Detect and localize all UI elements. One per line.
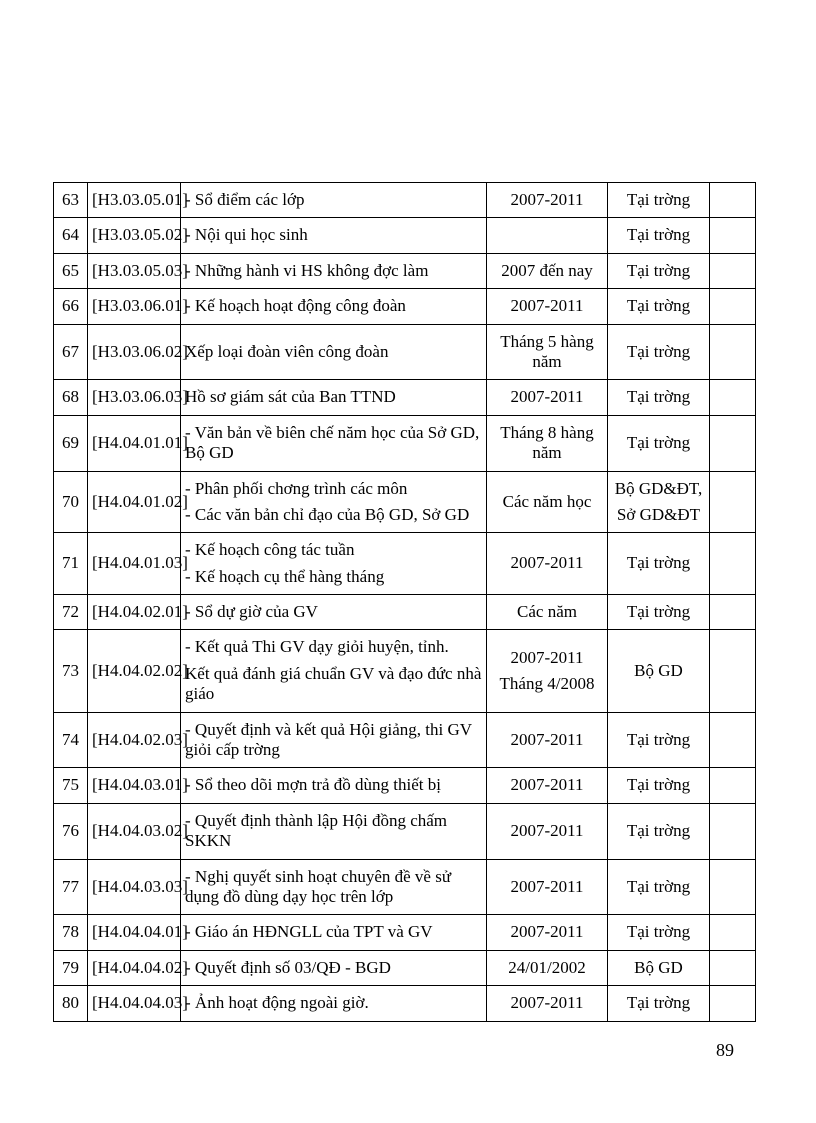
evidence-code: [H3.03.05.01] — [88, 183, 181, 218]
evidence-description-line: - Sổ điểm các lớp — [185, 190, 305, 209]
row-number: 77 — [54, 859, 88, 915]
row-number: 63 — [54, 183, 88, 218]
row-number: 68 — [54, 380, 88, 415]
row-number: 80 — [54, 986, 88, 1021]
evidence-location — [608, 768, 710, 803]
evidence-description — [181, 218, 487, 253]
evidence-description-line: - Văn bản về biên chế năm học của Sở GD, Bộ GD — [185, 422, 480, 463]
evidence-location — [608, 950, 710, 985]
evidence-time — [487, 533, 608, 595]
table-row — [54, 915, 756, 950]
evidence-time — [487, 950, 608, 985]
evidence-time — [487, 630, 608, 712]
evidence-code: [H3.03.06.01] — [88, 289, 181, 324]
evidence-location-line: Tại trờng — [626, 260, 691, 280]
row-number: 70 — [54, 471, 88, 533]
row-number: 64 — [54, 218, 88, 253]
evidence-code: [H4.04.04.01] — [88, 915, 181, 950]
evidence-location — [608, 915, 710, 950]
evidence-note — [710, 183, 756, 218]
table-row — [54, 712, 756, 768]
evidence-note — [710, 630, 756, 712]
evidence-time — [487, 768, 608, 803]
evidence-description-line: Xếp loại đoàn viên công đoàn — [185, 341, 389, 361]
evidence-description-line: - Các văn bản chỉ đạo của Bộ GD, Sở GD — [185, 504, 470, 524]
evidence-code: [H3.03.05.03] — [88, 253, 181, 288]
evidence-note — [710, 415, 756, 471]
page-number: 89 — [716, 1040, 734, 1060]
evidence-time-line: Các năm — [517, 602, 577, 622]
evidence-description-line: - Quyết định thành lập Hội đồng chấm SKKN — [185, 810, 448, 851]
evidence-time — [487, 803, 608, 859]
evidence-note — [710, 380, 756, 415]
evidence-note — [710, 533, 756, 595]
evidence-location-line: Tại trờng — [626, 387, 691, 407]
evidence-code: [H4.04.03.02] — [88, 803, 181, 859]
evidence-location — [608, 859, 710, 915]
evidence-note — [710, 218, 756, 253]
evidence-description — [181, 768, 487, 803]
evidence-time-line: Tháng 5 hàng năm — [500, 331, 594, 371]
table-row — [54, 950, 756, 985]
table-row — [54, 415, 756, 471]
evidence-note — [710, 768, 756, 803]
evidence-location-line: Bộ GD — [634, 660, 683, 680]
table-body — [54, 183, 756, 1022]
evidence-time — [487, 253, 608, 288]
evidence-description-line: - Sổ theo dõi mợn trả đồ dùng thiết bị — [185, 775, 441, 795]
evidence-time-line: 2007-2011 — [510, 647, 584, 667]
evidence-time-line: Các năm học — [502, 491, 592, 511]
evidence-time-line: 2007-2011 — [510, 553, 584, 573]
evidence-description — [181, 533, 487, 595]
table-row — [54, 183, 756, 218]
row-number: 66 — [54, 289, 88, 324]
evidence-time-line: 2007-2011 — [510, 993, 584, 1013]
evidence-code: [H4.04.01.01] — [88, 415, 181, 471]
evidence-time-line: Tháng 8 hàng năm — [500, 422, 594, 463]
evidence-description — [181, 471, 487, 533]
evidence-location — [608, 712, 710, 768]
evidence-description — [181, 986, 487, 1021]
evidence-code: [H4.04.04.02] — [88, 950, 181, 985]
table-row — [54, 324, 756, 380]
evidence-description-line: Hồ sơ giám sát của Ban TTND — [185, 387, 396, 407]
evidence-code: [H4.04.02.03] — [88, 712, 181, 768]
evidence-time — [487, 595, 608, 630]
evidence-time — [487, 712, 608, 768]
evidence-description-line: - Kế hoạch cụ thể hàng tháng — [185, 566, 385, 586]
evidence-description — [181, 415, 487, 471]
evidence-time — [487, 289, 608, 324]
evidence-time — [487, 915, 608, 950]
row-number: 67 — [54, 324, 88, 380]
evidence-description — [181, 630, 487, 712]
evidence-location-line: Tại trờng — [626, 296, 691, 316]
evidence-location — [608, 324, 710, 380]
evidence-description-line: Kết quả đánh giá chuẩn GV và đạo đức nhà giáo — [185, 663, 482, 704]
evidence-description-line: - Phân phối chơng trình các môn — [185, 478, 408, 498]
evidence-note — [710, 712, 756, 768]
evidence-location-line: Sở GD&ĐT — [616, 504, 701, 524]
evidence-time-line: 24/01/2002 — [508, 957, 586, 977]
evidence-time — [487, 183, 608, 218]
evidence-time-line: 2007-2011 — [510, 876, 584, 896]
evidence-description — [181, 253, 487, 288]
evidence-description — [181, 289, 487, 324]
evidence-location-line: Tại trờng — [626, 432, 691, 452]
evidence-location-line: Tại trờng — [626, 729, 691, 749]
evidence-note — [710, 253, 756, 288]
evidence-location-line: Tại trờng — [626, 821, 691, 840]
evidence-description-line: - Kế hoạch hoạt động công đoàn — [185, 296, 406, 316]
evidence-code: [H4.04.04.03] — [88, 986, 181, 1021]
evidence-time — [487, 986, 608, 1021]
row-number: 79 — [54, 950, 88, 985]
evidence-description — [181, 950, 487, 985]
evidence-code: [H3.03.06.02] — [88, 324, 181, 380]
table-row — [54, 471, 756, 533]
table-row — [54, 768, 756, 803]
table-row — [54, 533, 756, 595]
evidence-description-line: - Quyết định và kết quả Hội giảng, thi GV giỏi cấp trờng — [185, 719, 472, 760]
evidence-description — [181, 803, 487, 859]
evidence-description — [181, 915, 487, 950]
evidence-code: [H4.04.03.03] — [88, 859, 181, 915]
table-row — [54, 289, 756, 324]
evidence-description-line: - Kết quả Thi GV dạy giỏi huyện, tỉnh. — [185, 637, 449, 657]
evidence-location-line: Tại trờng — [626, 876, 691, 896]
evidence-description — [181, 324, 487, 380]
row-number: 73 — [54, 630, 88, 712]
table-row — [54, 986, 756, 1021]
evidence-location-line: Tại trờng — [626, 341, 691, 361]
evidence-location-line: Tại trờng — [626, 602, 691, 622]
evidence-note — [710, 324, 756, 380]
evidence-time — [487, 471, 608, 533]
evidence-note — [710, 803, 756, 859]
evidence-time-line — [491, 233, 603, 239]
evidence-location-line: Tại trờng — [626, 922, 691, 942]
evidence-location-line: Bộ GD&ĐT, — [614, 478, 703, 498]
evidence-description — [181, 595, 487, 630]
row-number: 72 — [54, 595, 88, 630]
evidence-note — [710, 915, 756, 950]
evidence-code: [H4.04.02.01] — [88, 595, 181, 630]
evidence-code: [H3.03.05.02] — [88, 218, 181, 253]
evidence-description-line: - Sổ dự giờ của GV — [185, 602, 318, 622]
evidence-time-line: 2007-2011 — [510, 190, 584, 209]
evidence-note — [710, 950, 756, 985]
row-number: 76 — [54, 803, 88, 859]
table-row — [54, 595, 756, 630]
evidence-description — [181, 712, 487, 768]
evidence-code: [H3.03.06.03] — [88, 380, 181, 415]
evidence-description — [181, 380, 487, 415]
evidence-location — [608, 595, 710, 630]
evidence-location — [608, 415, 710, 471]
evidence-location — [608, 380, 710, 415]
table-row — [54, 803, 756, 859]
evidence-location — [608, 471, 710, 533]
evidence-code: [H4.04.03.01] — [88, 768, 181, 803]
evidence-time-line: 2007-2011 — [510, 922, 584, 942]
evidence-description-line: - Nghị quyết sinh hoạt chuyên đề về sử dụng đồ dùng dạy học trên lớp — [185, 866, 452, 906]
evidence-location — [608, 218, 710, 253]
evidence-code: [H4.04.01.02] — [88, 471, 181, 533]
row-number: 69 — [54, 415, 88, 471]
evidence-time-line: Tháng 4/2008 — [499, 674, 595, 694]
row-number: 75 — [54, 768, 88, 803]
evidence-description-line: - Nội qui học sinh — [185, 225, 308, 245]
evidence-description-line: - Ảnh hoạt động ngoài giờ. — [185, 993, 369, 1013]
evidence-location — [608, 289, 710, 324]
evidence-description-line: - Quyết định số 03/QĐ - BGD — [185, 957, 391, 977]
evidence-time — [487, 859, 608, 915]
evidence-time-line: 2007-2011 — [510, 729, 584, 749]
evidence-description-line: - Những hành vi HS không đợc làm — [185, 260, 429, 280]
evidence-time-line: 2007-2011 — [510, 821, 584, 840]
evidence-location — [608, 183, 710, 218]
evidence-location-line: Tại trờng — [626, 190, 691, 209]
evidence-time-line: 2007-2011 — [510, 296, 584, 316]
evidence-location — [608, 533, 710, 595]
evidence-time — [487, 324, 608, 380]
evidence-location — [608, 253, 710, 288]
evidence-time-line: 2007-2011 — [510, 387, 584, 407]
evidence-time-line: 2007 đến nay — [501, 260, 593, 280]
table-row — [54, 218, 756, 253]
evidence-location-line: Bộ GD — [634, 957, 683, 977]
table-row — [54, 630, 756, 712]
evidence-location-line: Tại trờng — [626, 553, 691, 573]
evidence-code: [H4.04.02.02] — [88, 630, 181, 712]
evidence-table — [53, 182, 756, 1022]
table-row — [54, 253, 756, 288]
evidence-location — [608, 803, 710, 859]
row-number: 78 — [54, 915, 88, 950]
evidence-description — [181, 859, 487, 915]
evidence-note — [710, 289, 756, 324]
evidence-description — [181, 183, 487, 218]
evidence-location — [608, 630, 710, 712]
evidence-time-line: 2007-2011 — [510, 775, 584, 795]
evidence-description-line: - Giáo án HĐNGLL của TPT và GV — [185, 922, 433, 942]
evidence-note — [710, 595, 756, 630]
row-number: 74 — [54, 712, 88, 768]
evidence-location — [608, 986, 710, 1021]
evidence-note — [710, 859, 756, 915]
evidence-time — [487, 380, 608, 415]
evidence-time — [487, 218, 608, 253]
evidence-description-line: - Kế hoạch công tác tuần — [185, 540, 355, 560]
evidence-note — [710, 471, 756, 533]
table-row — [54, 859, 756, 915]
evidence-note — [710, 986, 756, 1021]
evidence-location-line: Tại trờng — [626, 775, 691, 795]
evidence-location-line: Tại trờng — [626, 993, 691, 1013]
row-number: 71 — [54, 533, 88, 595]
evidence-code: [H4.04.01.03] — [88, 533, 181, 595]
evidence-location-line: Tại trờng — [626, 225, 691, 245]
row-number: 65 — [54, 253, 88, 288]
evidence-time — [487, 415, 608, 471]
table-row — [54, 380, 756, 415]
